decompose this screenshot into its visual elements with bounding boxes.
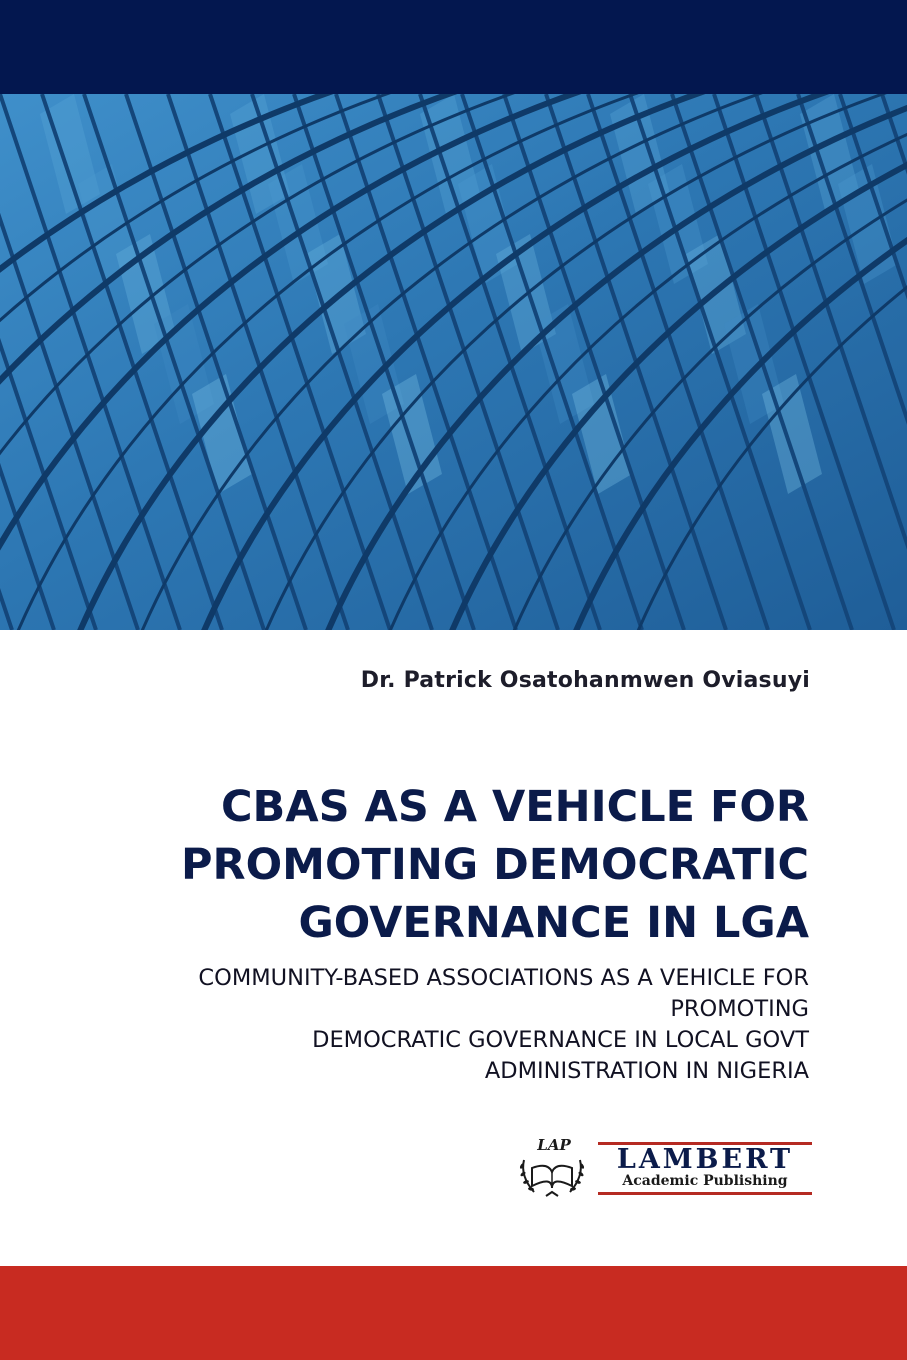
author-name: Dr. Patrick Osatohanmwen Oviasuyi <box>360 668 810 693</box>
title-line: PROMOTING DEMOCRATIC <box>180 840 809 890</box>
logo-emblem-text: LAP <box>537 1136 571 1154</box>
book-title <box>49 778 809 952</box>
logo-rule <box>598 1192 812 1195</box>
publisher-name: LAMBERT <box>616 1144 794 1175</box>
title-line: CBAS AS A VEHICLE FOR <box>221 782 809 832</box>
top-color-band <box>0 0 907 94</box>
publisher-tagline: Academic Publishing <box>622 1173 788 1189</box>
subtitle-line: DEMOCRATIC GOVERNANCE IN LOCAL GOVT <box>312 1027 809 1053</box>
publisher-logo <box>516 1136 816 1202</box>
bottom-color-band <box>0 1266 907 1360</box>
subtitle-line: PROMOTING <box>670 996 809 1022</box>
title-line: GOVERNANCE IN LGA <box>298 898 809 948</box>
subtitle-line: COMMUNITY-BASED ASSOCIATIONS AS A VEHICLE FOR <box>198 965 809 991</box>
cover-photo-glass-facade <box>0 94 907 630</box>
book-subtitle <box>29 963 809 1087</box>
subtitle-line: ADMINISTRATION IN NIGERIA <box>484 1058 809 1084</box>
